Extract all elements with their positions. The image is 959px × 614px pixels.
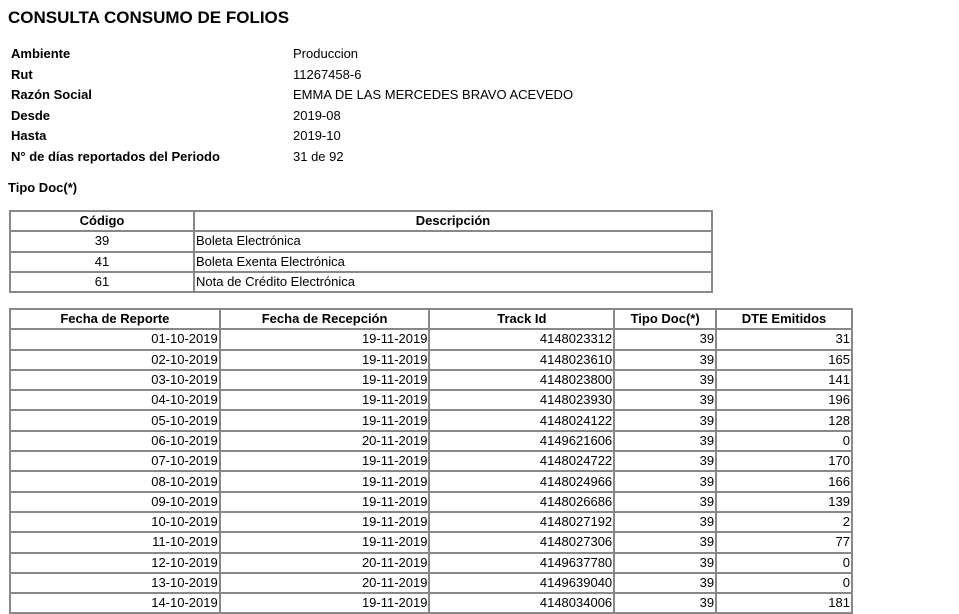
table-row: [10, 492, 852, 512]
column-header: Track Id: [429, 309, 614, 329]
table-row: [10, 471, 852, 491]
table-cell: 4149637780: [429, 553, 614, 573]
table-row: [10, 370, 852, 390]
table-cell: 39: [614, 553, 716, 573]
table-cell: 4148024966: [429, 471, 614, 491]
table-cell: 08-10-2019: [10, 471, 220, 491]
table-cell: 20-11-2019: [220, 553, 430, 573]
table-cell: 11-10-2019: [10, 532, 220, 552]
table-cell: 03-10-2019: [10, 370, 220, 390]
column-header: Código: [10, 211, 194, 231]
info-label: Rut: [11, 66, 33, 82]
table-cell: 02-10-2019: [10, 350, 220, 370]
table-cell: 19-11-2019: [220, 410, 430, 430]
table-cell: 19-11-2019: [220, 350, 430, 370]
table-cell: 39: [614, 593, 716, 613]
info-label: Ambiente: [11, 46, 71, 61]
table-row: [10, 390, 852, 410]
consumo-table: [9, 308, 853, 614]
table-cell: 2: [716, 512, 852, 532]
table-cell: 19-11-2019: [220, 471, 430, 491]
table-row: [10, 431, 852, 451]
table-cell: 19-11-2019: [220, 512, 430, 532]
column-header: Fecha de Recepción: [220, 309, 430, 329]
table-cell: 39: [614, 431, 716, 451]
table-cell: 39: [614, 390, 716, 410]
table-cell: 39: [10, 231, 194, 251]
table-cell: 4149639040: [429, 573, 614, 593]
table-row: [10, 252, 712, 272]
table-cell: 170: [716, 451, 852, 471]
table-cell: 39: [614, 370, 716, 390]
table-cell: 19-11-2019: [220, 593, 430, 613]
table-cell: 39: [614, 532, 716, 552]
table-cell: 4148027306: [429, 532, 614, 552]
page-title: CONSULTA CONSUMO DE FOLIOS: [8, 8, 290, 27]
table-row: [10, 593, 852, 613]
table-cell: 4148024122: [429, 410, 614, 430]
table-cell: 39: [614, 410, 716, 430]
table-cell: 13-10-2019: [10, 573, 220, 593]
table-cell: 39: [614, 492, 716, 512]
table-cell: 19-11-2019: [220, 492, 430, 512]
table-cell: 0: [716, 431, 852, 451]
info-value: 31 de 92: [293, 148, 344, 164]
table-cell: 165: [716, 350, 852, 370]
table-row: [10, 272, 712, 292]
table-cell: 181: [716, 593, 852, 613]
table-cell: 141: [716, 370, 852, 390]
table-row: [10, 231, 712, 251]
table-cell: 12-10-2019: [10, 553, 220, 573]
table-cell: Nota de Crédito Electrónica: [194, 272, 712, 292]
info-value: 2019-10: [293, 128, 341, 143]
info-label: Razón Social: [11, 87, 92, 102]
table-row: [10, 350, 852, 370]
tipo-doc-table: [9, 210, 713, 293]
column-header: Descripción: [194, 211, 712, 231]
table-cell: 139: [716, 492, 852, 512]
table-cell: 0: [716, 553, 852, 573]
table-cell: 06-10-2019: [10, 431, 220, 451]
table-cell: 01-10-2019: [10, 329, 220, 349]
table-cell: 39: [614, 512, 716, 532]
table-cell: 4148034006: [429, 593, 614, 613]
table-cell: 10-10-2019: [10, 512, 220, 532]
table-cell: Boleta Electrónica: [194, 231, 712, 251]
table-cell: 196: [716, 390, 852, 410]
info-value: 2019-08: [293, 107, 341, 123]
table-cell: 39: [614, 471, 716, 491]
table-cell: 4148023312: [429, 329, 614, 349]
table-cell: 77: [716, 532, 852, 552]
table-cell: 19-11-2019: [220, 329, 430, 349]
table-cell: 39: [614, 329, 716, 349]
info-label: Hasta: [11, 128, 47, 143]
tipo-doc-label: Tipo Doc(*): [8, 180, 78, 195]
table-cell: 41: [10, 252, 194, 272]
table-cell: 14-10-2019: [10, 593, 220, 613]
table-cell: 20-11-2019: [220, 573, 430, 593]
table-cell: 19-11-2019: [220, 370, 430, 390]
table-cell: 128: [716, 410, 852, 430]
header-row: [10, 309, 852, 329]
table-row: [10, 410, 852, 430]
table-cell: 19-11-2019: [220, 451, 430, 471]
info-value: 11267458-6: [293, 66, 362, 82]
table-row: [10, 451, 852, 471]
table-cell: 19-11-2019: [220, 532, 430, 552]
table-cell: 31: [716, 329, 852, 349]
table-row: [10, 512, 852, 532]
column-header: DTE Emitidos: [716, 309, 852, 329]
table-cell: 39: [614, 350, 716, 370]
table-row: [10, 329, 852, 349]
table-cell: 39: [614, 451, 716, 471]
table-cell: 05-10-2019: [10, 410, 220, 430]
table-cell: 4148023930: [429, 390, 614, 410]
table-cell: 39: [614, 573, 716, 593]
table-cell: 19-11-2019: [220, 390, 430, 410]
table-cell: 4148027192: [429, 512, 614, 532]
table-cell: 166: [716, 471, 852, 491]
table-row: [10, 573, 852, 593]
table-cell: 4148026686: [429, 492, 614, 512]
column-header: Fecha de Reporte: [10, 309, 220, 329]
table-cell: 07-10-2019: [10, 451, 220, 471]
table-cell: 4149621606: [429, 431, 614, 451]
table-cell: 04-10-2019: [10, 390, 220, 410]
table-row: [10, 532, 852, 552]
table-cell: Boleta Exenta Electrónica: [194, 252, 712, 272]
table-cell: 4148023610: [429, 350, 614, 370]
table-cell: 09-10-2019: [10, 492, 220, 512]
info-label: Desde: [11, 107, 51, 123]
info-value: Produccion: [293, 46, 359, 61]
table-cell: 4148023800: [429, 370, 614, 390]
table-cell: 20-11-2019: [220, 431, 430, 451]
table-cell: 61: [10, 272, 194, 292]
info-label: N° de días reportados del Periodo: [11, 148, 220, 164]
column-header: Tipo Doc(*): [614, 309, 716, 329]
info-value: EMMA DE LAS MERCEDES BRAVO ACEVEDO: [293, 87, 574, 102]
table-cell: 0: [716, 573, 852, 593]
table-row: [10, 553, 852, 573]
table-cell: 4148024722: [429, 451, 614, 471]
header-row: [10, 211, 712, 231]
